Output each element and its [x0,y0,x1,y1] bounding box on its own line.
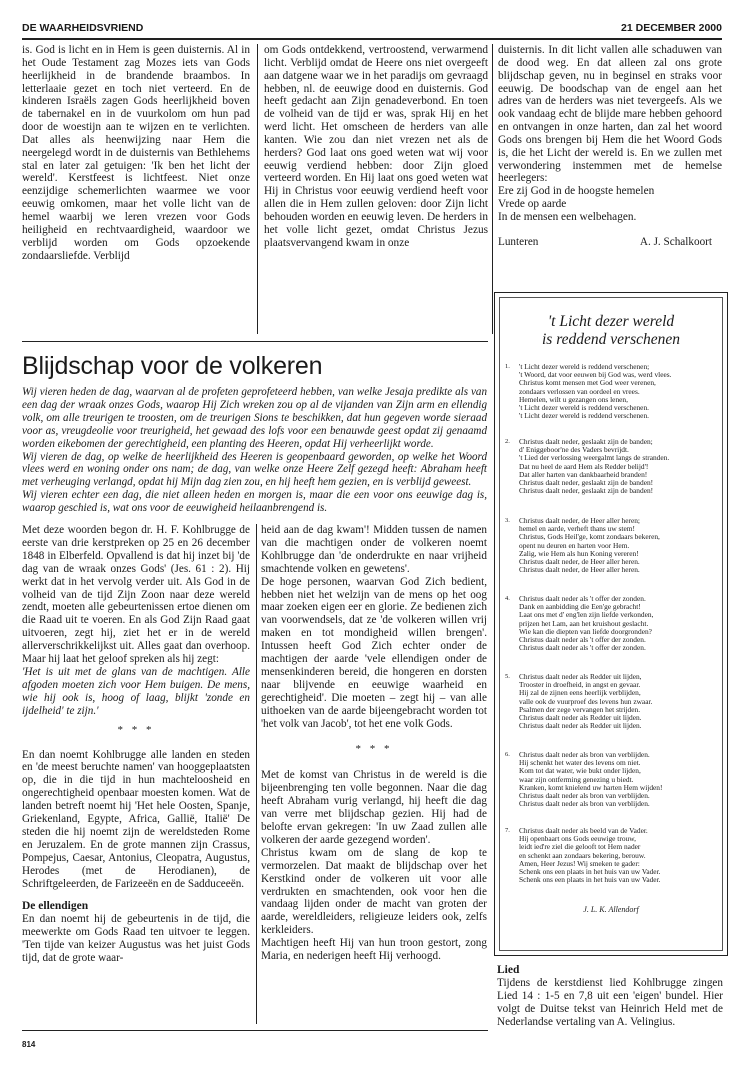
column-rule [256,524,257,1024]
article-intro [22,386,487,515]
page-number: 814 [22,1040,36,1049]
stanza-number: 1. [505,363,510,370]
poem-stanza [505,751,720,808]
top-column-1 [22,44,250,262]
poem-author: J. L. K. Allendorf [583,905,639,914]
stanza-number: 2. [505,438,510,445]
stanza-line: Hij zal de zijnen eens heerlijk verblijden, [519,688,641,698]
stanza-line: waar zijn ontferming genezing u biedt. [519,774,634,784]
article-paragraph: Met deze woorden begon dr. H. F. Kohlbrugge de eerste van drie kerstpreken op 25 en 26 december 1848 in Elberfeld. Opvallend is dat hij inzet bij 'de dag van de wraak onzes Gods' (Jes. 61 : 2). Hij werkt dat in het vervolg verder uit. Als God in de volheid van de tijd Zijn Zoon naar deze wereld zendt, moeten alle gebeurtenissen ertoe dienen om die Raad uit te voeren. En als God Zijn Raad gaat uitvoeren, zegt hij, ziet het er in de wereld allerverschrikkelijkst uit. Alles gaat dan overhoop. Maar hij laat het geloof spreken als hij zegt: [22,524,250,666]
stanza-line: Dank en aanbidding die Een'ge gebracht! [519,602,641,612]
poem-title [503,313,719,349]
signature-author: A. J. Schalkoort [639,235,712,248]
stanza-line: Christus daalt neder, de Heer aller heren. [519,557,640,567]
stanza-line: Schenk ons een plaats in het huis van uw Vader. [519,867,661,877]
top-column-2 [264,44,488,250]
stanza-line: Christus, Gods Heil'ge, komt zondaars bekeren, [519,532,660,542]
stanza-line: hemel en aarde, verheft thans uw stem! [519,524,635,534]
poem-box [494,292,728,956]
stanza-line: Christus daalt neder als 't offer der zonden. [519,643,646,653]
column-rule [492,44,493,334]
stanza-line: Schenk ons een plaats in het huis van uw Vader. [519,875,661,885]
stanza-number: 3. [505,517,510,524]
poem-stanza [505,363,720,420]
stanza-line: Trooster in droefheid, in angst en gevaar. [519,680,641,690]
stanza-number: 4. [505,595,510,602]
stanza-line: 't Lied der verlossing weergalmt langs de stranden. [519,453,670,463]
stanza-line: Amen, Heer Jezus! Wij smeken te gader: [519,858,640,868]
stanza-number: 5. [505,673,510,680]
footer-rule [22,1030,488,1031]
section-divider: * * * [355,742,393,755]
stanza-line: Hemelen, wilt u gezangen ons lenen, [519,394,628,404]
stanza-line: Kom tot dat water, wie bukt onder lijden, [519,766,641,776]
signature-place: Lunteren [498,235,539,248]
lied-text: Tijdens de kerstdienst lied Kohlbrugge zingen Lied 14 : 1-5 en 7,8 uit een 'eigen' bundel. Hier volgt de Duitse tekst van Heinrich Held met de Nederlandse vertaling van A. Velingius. [497,976,723,1028]
poem-title-line: is reddend verschenen [541,331,681,348]
lied-section [497,964,723,1029]
stanza-line: prijzen het Lam, aan het kruishout geslacht. [519,618,649,628]
stanza-line: Christus daalt neder als bron van verblijden. [519,799,650,809]
stanza-line: Christus daalt neder als Redder uit lijden. [519,713,642,723]
intro-paragraph: Wij vieren echter een dag, die niet alleen heden en morgen is, maar die een voor ons eeuwige dag is, waarop geschied is, wat ons voor de eeuwigheid heilaanbrengend is. [22,489,487,515]
stanza-line: Christus daalt neder, geslaakt zijn de banden; [519,437,653,446]
intro-paragraph: Wij vieren de dag, op welke de heerlijkheid des Heeren is geopenbaard geworden, op welke het Woord vlees werd en woning onder ons nam; de dag, van welke onze Heere Zelf gezegd heeft: Abraham heeft met verheuging verlangd, opdat hij Mijn dag zien zou, en hij heeft hem gezien, en is verblijd geweest. [22,450,487,489]
stanza-line: Laat ons met d' eng'len zijn liefde verkonden, [519,610,654,620]
stanza-line: opent nu deuren en harten voor Hem. [519,540,630,550]
stanza-line: 't Licht dezer wereld is reddend verschenen. [519,411,649,421]
article-paragraph: En dan noemt hij de gebeurtenis in de tijd, die meewerkte om Gods Raad ten uitvoer te leggen. 'Ten tijde van keizer Augustus was het juist Gods tijd, dat de grote waar- [22,913,250,965]
page-header [22,20,722,36]
stanza-line: 't Licht dezer wereld is reddend verschenen; [519,362,650,371]
poem-stanza [505,595,720,652]
stanza-line: en schenkt aan zondaars bekering, berouw. [519,850,646,860]
stanza-line: zondaars verlossen van oordeel en vrees. [519,386,640,396]
hymn-line: In de mensen een welbehagen. [498,210,637,223]
section-rule [22,341,488,342]
stanza-line: Dat nu heel de aard Hem als Redder belijd'! [519,461,649,471]
article-paragraph: Christus kwam om de slang de kop te vermorzelen. Dat maakt de blijdschap over het Kerstkind onder de volkeren uit voor alle verdrukten en smachtenden, ook voor hen die vandaag lijden onder de macht van groten der aarde, wereldleiders, religieuze leiders ook, zelfs kerkleiders. [261,846,487,937]
stanza-number: 6. [505,751,510,758]
hymn-line: Ere zij God in de hoogste hemelen [498,185,655,198]
stanza-line: Christus daalt neder, geslaakt zijn de banden! [519,486,654,496]
poem-stanza [505,673,720,730]
lied-heading: Lied [497,964,520,976]
article-paragraph: Met de komst van Christus in de wereld is die bijeenbrenging ten volle begonnen. Naar die dag heeft Abraham vurig verlangd, hij heeft die dag van verre met blijdschap gezien. Hij had de belofte ervan gekregen: 'In uw Zaad zullen alle volkeren der aarde gezegend worden'. [261,769,487,846]
intro-paragraph: Wij vieren heden de dag, waarvan al de profeten geprofeteerd hebben, van welke Jesaja predikte als van een dag der wraak onzes Gods, waarop Hij Zich wreken zou op al de vijanden van Zijn arm en ellendig volk, om alle treurigen te troosten, om de treurigen Sions te beschikken, dat hun gegeven worde sieraad voor as, vreugdeolie voor treurigheid, het gewaad des lofs voor een benauwde geest opdat zij genaamd worden eikebomen der gerechtigheid, een planting des Heeren, opdat Hij verheerlijkt worde. [22,386,487,450]
poem-stanza [505,827,720,884]
article-column-a [22,524,250,965]
stanza-line: valle ook de vuurproef des levens hun zwaar. [519,696,653,706]
stanza-line: Hij openbaart ons Gods eeuwige trouw, [519,834,636,844]
stanza-line: d' Eniggeboor'ne des Vaders bevrijdt. [519,445,629,455]
article-quote: 'Het is uit met de glans van de machtigen. Alle afgoden moeten zich voor Hem buigen. De mens, wie hij ook is, hoog of laag, blijkt 'zonde en ijdelheid' te zijn.' [22,665,250,717]
column-rule [257,44,258,334]
stanza-line: Christus daalt neder als 't offer der zonden. [519,594,646,603]
stanza-line: leidt ied're ziel die gelooft tot Hem nader [519,842,641,852]
stanza-line: Christus daalt neder, geslaakt zijn de banden! [519,478,654,488]
poem-stanza [505,438,720,495]
stanza-number: 7. [505,827,510,834]
stanza-line: 't Woord, dat voor eeuwen bij God was, werd vlees. [519,370,672,380]
top-column-1-text: is. God is licht en in Hem is geen duisternis. Al in het Oude Testament zag Mozes iets van Gods heerlijkheid in de brandende braambos. In letterlaaie gezet en toch niet verteerd. En de kinderen Israëls zagen Gods heerlijkheid boven de tabernakel en in de vuurkolom om hun pad door de woestijn aan te wijzen en te verlichten. Dat alles als heenwijzing naar Hem die neergelegd wordt in de duisternis van Bethlehems stal en later zal getuigen: 'Ik ben het licht der wereld'. Kerstfeest is lichtfeest. Niet onze eenzijdige schemerlichten waarmee we voor eeuwig omkomen, maar het volle licht van de hemel waarbij we leren vrezen voor Gods heiligheid en rechtvaardigheid, waardoor we verblijd worden om Gods opzoekende zondaarsliefde. Verblijd [22,44,250,262]
stanza-line: Kranken, komt knielend uw harten Hem wijden! [519,782,663,792]
top-column-3 [498,44,722,250]
stanza-line: Christus daalt neder als bron van verblijden. [519,791,650,801]
stanza-line: Christus daalt neder als beeld van de Vader. [519,826,648,835]
stanza-line: Christus daalt neder als bron van verblijden. [519,750,650,759]
signature [498,236,722,250]
stanza-line: Christus daalt neder als Redder uit lijden, [519,672,642,681]
stanza-line: Christus daalt neder als 't offer der zonden. [519,635,646,645]
header-rule [22,38,722,40]
publication-name: DE WAARHEIDSVRIEND [22,22,144,34]
subheading: De ellendigen [22,900,89,913]
article-paragraph: De hoge personen, waarvan God Zich bedient, hebben niet het welzijn van de mens op het oog maar zoeken eigen eer en glorie. Ze bedienen zich van voorwendsels, dat ze 'de volkeren willen vrij maken en tot mondigheid willen brengen'. Intussen heeft God Zich echter onder de machtigen der aarde 'vele ellendigen onder de mensenkinderen bereid, die hongeren en dorsten naar blijvende en eeuwige waarheid en gerechtigheid'. Die moeten – zegt hij – van alle uithoeken van de aarde bijeengebracht worden tot 'het volk van Jacob', tot het ene volk Gods. [261,575,487,730]
stanza-line: Christus komt mensen met God weer verenen, [519,378,656,388]
article-paragraph: heid aan de dag kwam'! Midden tussen de namen van die machtigen onder de volkeren noemt Kohlbrugge dan 'de onderdrukte en naar vrijheid smachtende volken en gewetens'. [261,524,487,575]
article-column-b [261,524,487,963]
section-divider: * * * [117,723,155,736]
top-column-2-text: om Gods ontdekkend, vertroostend, verwarmend licht. Verblijd omdat de Heere ons niet overgeeft aan datgene waar we in het paradijs om gevraagd hebben, nl. de eeuwige dood en duisternis. God heeft gedacht aan Zijn genadeverbond. En toen de volheid van de tijd er was, sprak Hij en het werd licht. Het omscheen de herders van alle kanten. Wie zou dan niet vrezen net als de herders? God laat ons goed weten wat wij voor eeuwig verdiend hebben: door Zijn gloed verteerd worden. En Hij laat ons goed weten wat Hij in Christus voor eeuwig verdiend heeft voor allen die in Hem zullen geloven: door Zijn licht behouden worden en eeuwig leven. De herders in het volle licht gezet, omdat Christus Jezus plaatsvervangend kwam in onze [264,44,488,249]
stanza-line: Christus daalt neder als Redder uit lijden. [519,721,642,731]
article-title: Blijdschap voor de volkeren [22,352,323,380]
top-column-3-text: duisternis. In dit licht vallen alle schaduwen van de dood weg. En dat alleen zal ons grote blijdschap geven, nu in beginsel en straks voor eeuwig. De boodschap van de engel aan het adres van de herders was niet tevergeefs. Als we ook vandaag echt de blijde mare hebben gehoord en ontvangen in onze harten, dan zal het woord Gods ons brengen bij Hem die het Woord Gods is, die het Licht der wereld is. En we zullen met verwondering instemmen met de hemelse heerlegers: [498,44,722,185]
stanza-line: Christus daalt neder, de Heer aller heren; [519,516,640,525]
stanza-line: Hij schenkt het water des levens om niet. [519,758,641,768]
article-paragraph: En dan noemt Kohlbrugge alle landen en steden en 'de meest beruchte namen' van hooggeplaatsten op, die in die tijd in hun machteloosheid en ongerechtigheid openbaar moesten komen. Wat de landen betreft noemt hij 'Het hele Oosten, Spanje, Griekenland, Egypte, Africa, Gallië, Italië' De steden die hij noemt zijn de wereldsteden Rome en Jeruzalem. En de grote mannen zijn Crassus, Pompejus, Caesar, Antonius, Cleopatra, Augustus, Herodes (met de Herodianen), de Schriftgeleerden, de Farizeeën en de Sadduceeën. [22,748,250,890]
hymn-line: Vrede op aarde [498,198,567,211]
stanza-line: Christus daalt neder, de Heer aller heren. [519,565,640,575]
poem-title-line: 't Licht dezer wereld [547,313,675,330]
poem-stanza [505,517,720,574]
stanza-line: Dat aller harten van dankbaarheid branden! [519,469,648,479]
stanza-line: Psalmen der zege vervangen het strijden. [519,704,641,714]
stanza-line: Wie kan die diepten van liefde doorgronden? [519,626,652,636]
stanza-line: 't Licht dezer wereld is reddend verschenen. [519,403,649,413]
stanza-line: Zalig, wie Hem als hun Koning vereren! [519,548,639,558]
article-paragraph: Machtigen heeft Hij van hun troon gestort, zong Maria, en nederigen heeft Hij verhoogd. [261,937,487,963]
issue-date: 21 DECEMBER 2000 [621,22,722,34]
